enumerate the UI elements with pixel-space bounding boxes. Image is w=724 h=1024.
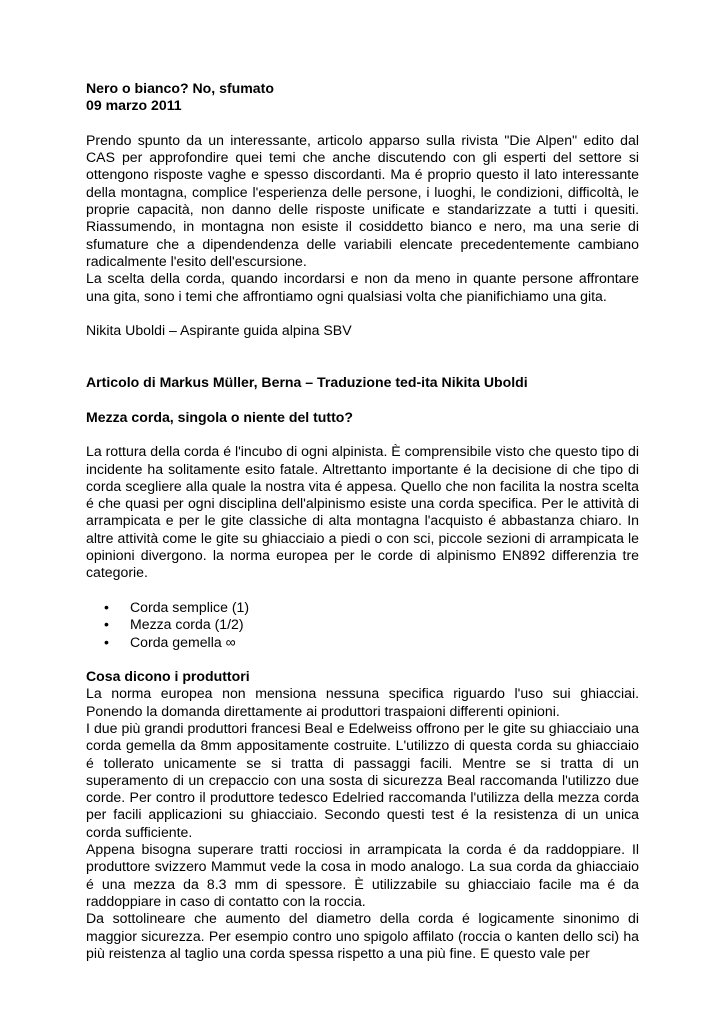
article-paragraph: Appena bisogna superare tratti rocciosi in arrampicata la corda é da raddoppiare. Il produttore svizzero Mammut vede la cosa in modo analogo. La sua corda da ghiacciaio é una mezza da 8.3 mm di spessore. È utilizzabile su ghiacciaio facile ma é da raddoppiare in caso di contatto con la roccia. <box>86 841 639 909</box>
author-signature: Nikita Uboldi – Aspirante guida alpina SBV <box>86 322 352 339</box>
intro-paragraph: Prendo spunto da un interessante, articolo apparso sulla rivista "Die Alpen" edito dal CAS per approfondire quei temi che anche discutendo con gli esperti del settore si ottengono risposte vaghe e spesso discordanti. Ma é proprio questo il lato interessante della montagna, complice l'esperienza delle persone, i luoghi, le condizioni, difficoltà, le proprie capacità, non danno delle risposte unificate e standarizzate a tutti i quesiti. Riassumendo, in montagna non esiste il cosiddetto bianco e nero, ma una serie di sfumature che a dipendendenza delle variabili elencate precedentemente cambiano radicalmente l'esito dell'escursione. <box>86 131 639 269</box>
list-item-label: Corda semplice (1) <box>130 598 250 615</box>
article-paragraph: La rottura della corda é l'incubo di ogni alpinista. È comprensibile visto che questo tipo di incidente ha solitamente esito fatale. Altrettanto importante é la decisione di che tipo di corda scegliere alla quale la nostra vita é appesa. Quello che non facilita la nostra scelta é che quasi per ogni disciplina dell'alpinismo esiste una corda specifica. Per le attività di arrampicata e per le gite classiche di alta montagna l'acquisto é abbastanza chiaro. In altre attività come le gite su ghiacciaio a piedi o con sci, piccole sezioni di arrampicata le opinioni divergono. la norma europea per le corde di alpinismo EN892 differenzia tre categorie. <box>86 443 639 581</box>
list-item <box>86 599 639 616</box>
list-item <box>86 616 639 633</box>
list-item-label: Mezza corda (1/2) <box>130 616 244 633</box>
spacer <box>86 651 639 668</box>
article-byline: Articolo di Markus Müller, Berna – Traduzione ted-ita Nikita Uboldi <box>86 374 528 391</box>
document-date: 09 marzo 2011 <box>86 97 182 114</box>
spacer <box>86 115 639 132</box>
section-heading: Cosa dicono i produttori <box>86 668 250 685</box>
list-item <box>86 634 639 651</box>
rope-category-list <box>86 599 639 651</box>
list-item-label: Corda gemella ∞ <box>130 633 236 650</box>
article-heading: Mezza corda, singola o niente del tutto? <box>86 408 354 425</box>
bullet-icon: • <box>104 616 109 633</box>
spacer <box>86 305 639 322</box>
spacer <box>86 357 639 374</box>
spacer <box>86 391 639 408</box>
spacer <box>86 339 639 356</box>
intro-paragraph: La scelta della corda, quando incordarsi e non da meno in quante persone affrontare una gita, sono i temi che affrontiamo ogni qualsiasi volta che pianifichiamo una gita. <box>86 270 639 304</box>
article-paragraph: La norma europea non mensiona nessuna specifica riguardo l'uso sui ghiacciai. Ponendo la domanda direttamente ai produttori traspaioni differenti opinioni. <box>86 685 639 719</box>
document-title: Nero o bianco? No, sfumato <box>86 80 274 96</box>
bullet-icon: • <box>104 598 109 615</box>
spacer <box>86 426 639 443</box>
document-page <box>86 80 639 962</box>
article-paragraph: I due più grandi produttori francesi Beal e Edelweiss offrono per le gite su ghiacciaio una corda gemella da 8mm appositamente costruite. L'utilizzo di questa corda su ghiacciaio é tollerato unicamente se si tratta di passaggi facili. Mentre se si tratta di un superamento di un crepaccio con una sosta di sicurezza Beal raccomanda l'utilizzo due corde. Per contro il produttore tedesco Edelried raccomanda l'utilizza della mezza corda per facili applicazioni su ghiacciaio. Secondo questi test é la resistenza di un unica corda sufficiente. <box>86 719 639 840</box>
bullet-icon: • <box>104 633 109 650</box>
article-paragraph: Da sottolineare che aumento del diametro della corda é logicamente sinonimo di maggior sicurezza. Per esempio contro uno spigolo affilato (roccia o kanten dello sci) ha più reistenza al taglio una corda spessa rispetto a una più fine. E questo vale per <box>86 910 639 961</box>
spacer <box>86 582 639 599</box>
